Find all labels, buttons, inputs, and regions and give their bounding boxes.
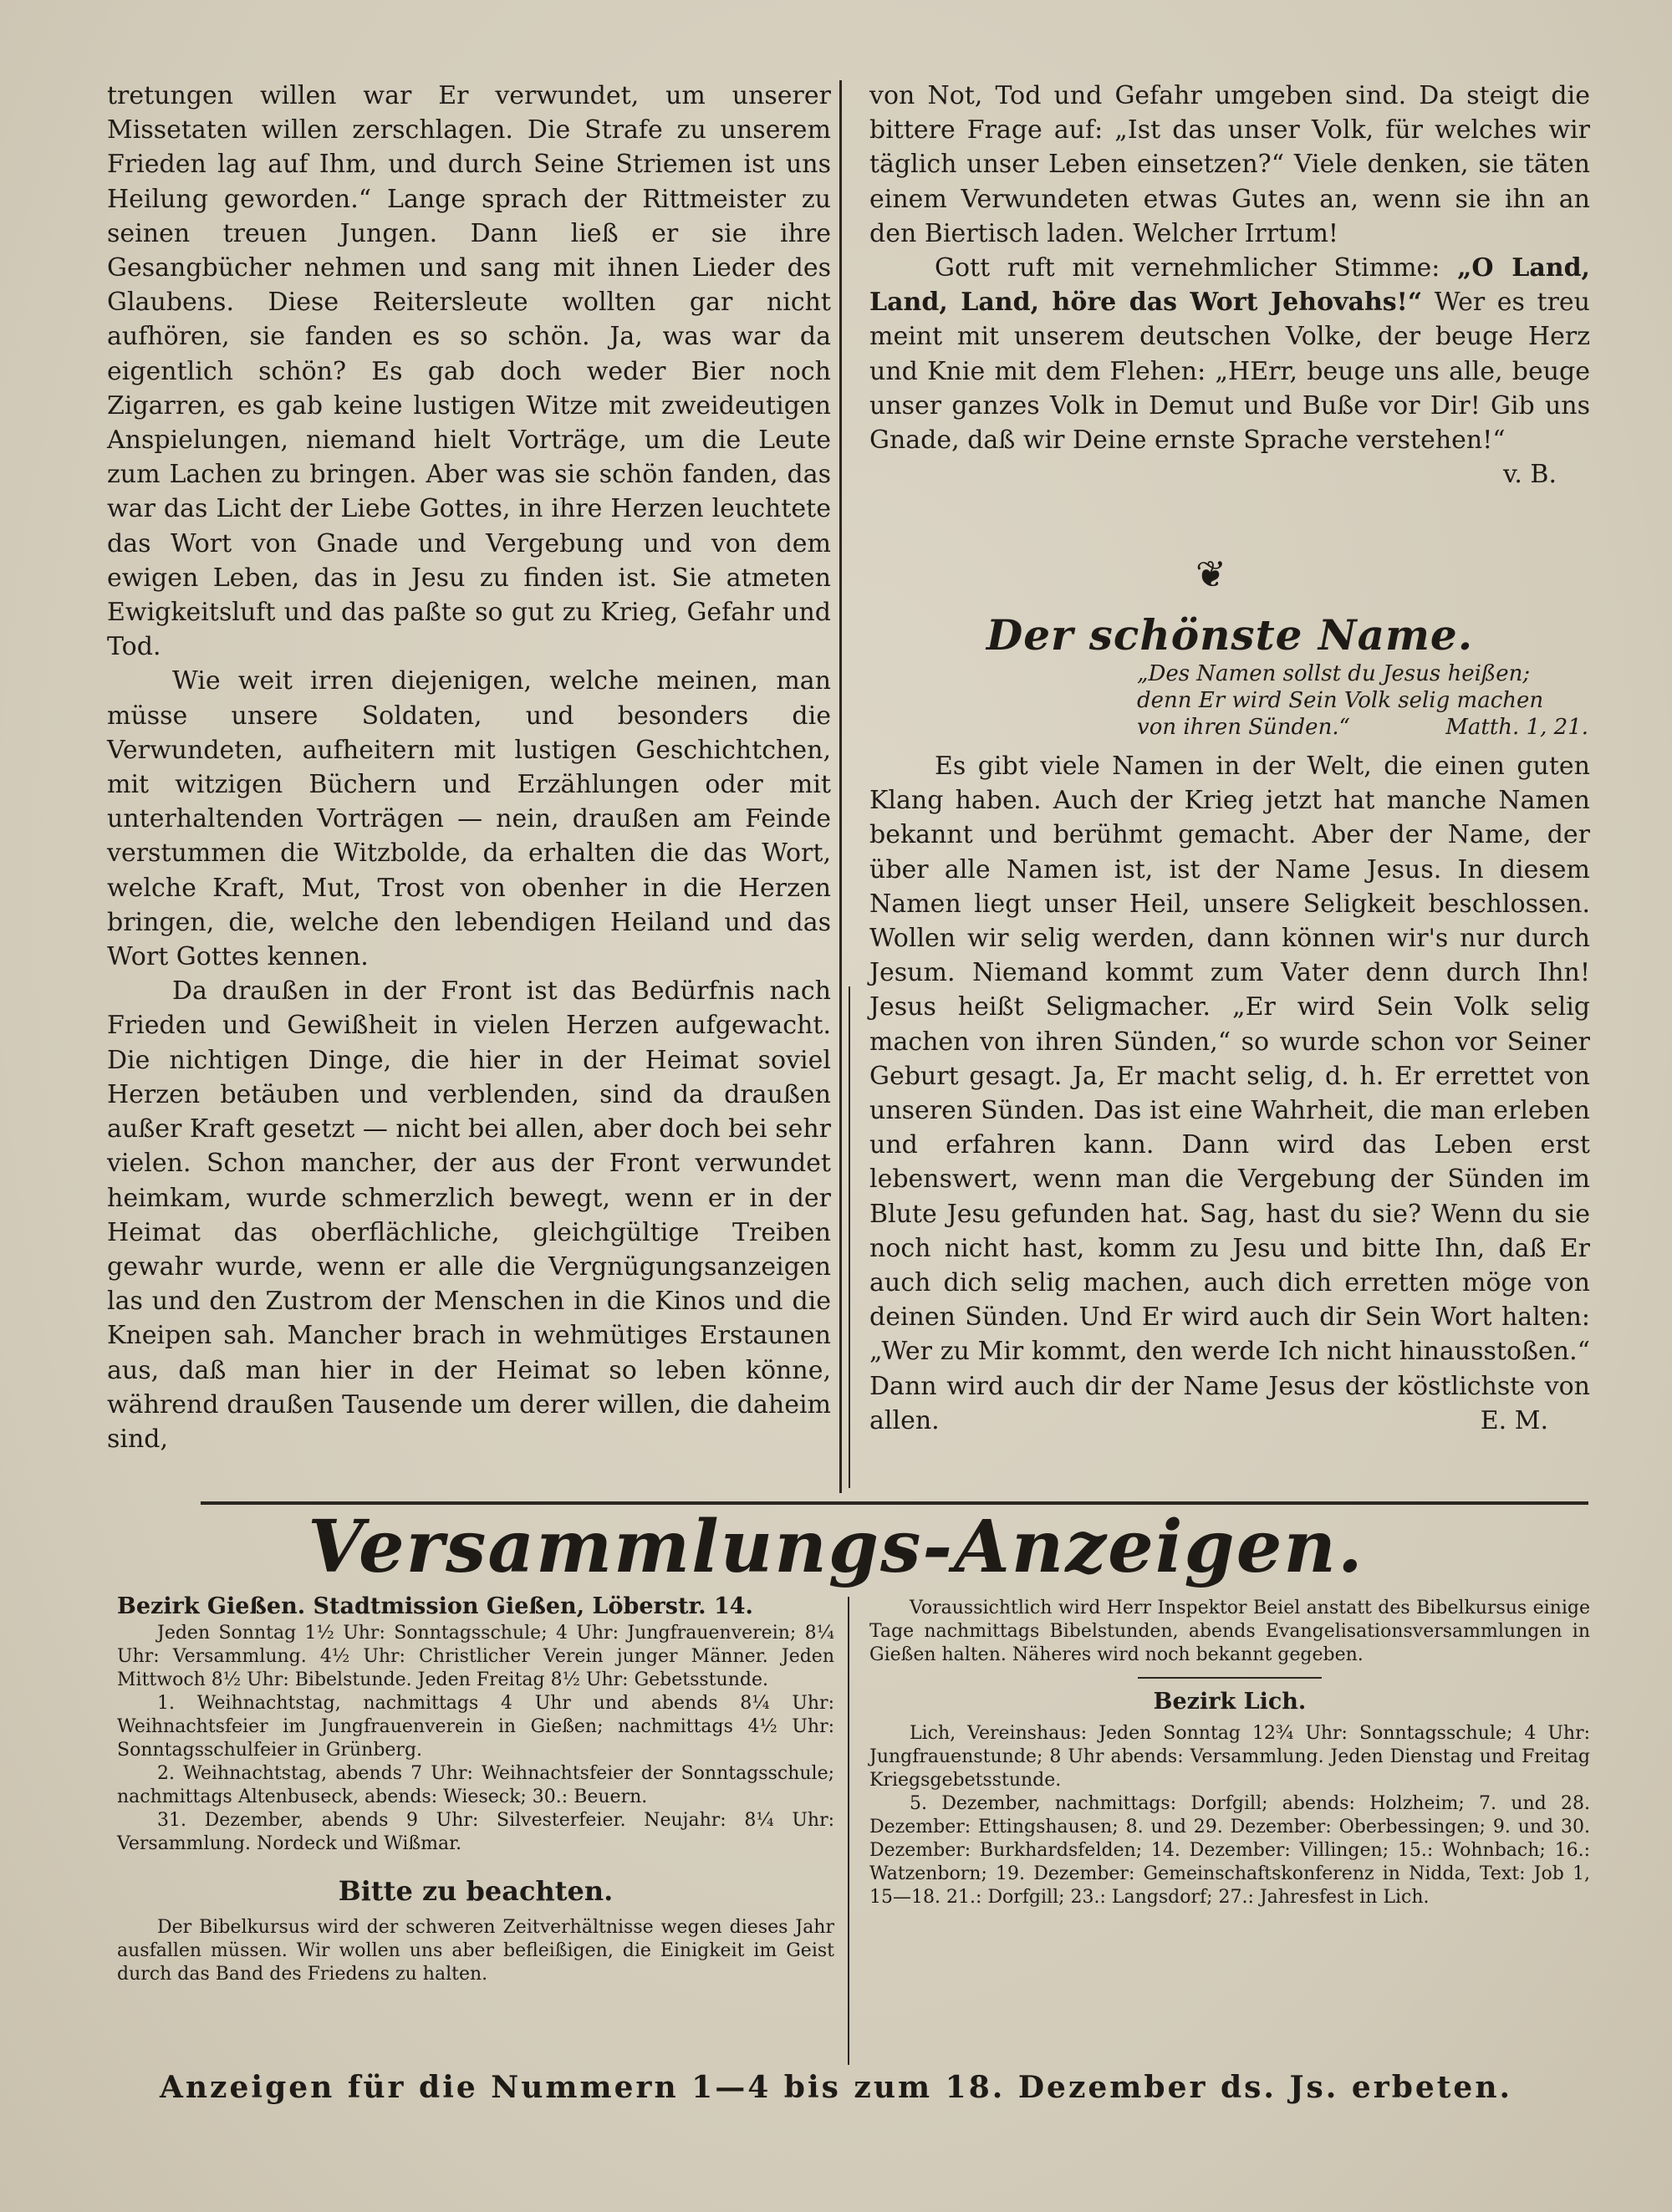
announcements-left-column <box>117 1595 834 1986</box>
announcements-right-column <box>869 1597 1590 1909</box>
article-body-text <box>869 749 1590 1438</box>
right-column <box>869 79 1590 492</box>
lich-paragraph-1: Lich, Vereinshaus: Jeden Sonntag 12¾ Uhr: Sonntagsschule; 4 Uhr: Jungfrauenstunde; 8 Uhr abends: Versammlung. Jeden Dienstag und Freitag Kriegsgebetsstunde. <box>869 1723 1590 1791</box>
motto-text: „Des Namen sollst du Jesus heißen; denn Er wird Sein Volk selig machen von ihren Sünden.“ <box>1137 661 1544 740</box>
fleuron-ornament-icon: ❦ <box>1195 553 1226 596</box>
right-paragraph-2-rest: Wer es treu meint mit unserem deutschen Volke, der beuge Herz und Knie mit dem Flehen: „HErr, beuge uns alle, beuge unser ganzes Volk in Demut und Buße vor Dir! Gib uns Gnade, daß wir Deine ernste Sprache verstehen!“ <box>869 288 1590 456</box>
right-paragraph-2-call: „O Land, Land, Land, höre das Wort Jehovahs!“ <box>869 253 1591 318</box>
announcements-divider <box>848 1597 849 2065</box>
footer-notice: Anzeigen für die Nummern 1—4 bis zum 18. Dezember ds. Js. erbeten. <box>159 2070 1513 2105</box>
motto-reference: Matth. 1, 21. <box>1445 715 1588 740</box>
left-column <box>107 79 831 1456</box>
bitte-heading: Bitte zu beachten. <box>338 1875 614 1907</box>
left-paragraph-1: tretungen willen war Er verwundet, um unserer Missetaten willen zerschlagen. Die Strafe zu unserem Frieden lag auf Ihm, und durch Seine Striemen ist uns Heilung geworden.“ Lange sprach der Rittmeister zu seinen treuen Jungen. Dann ließ er sie ihre Gesangbücher nehmen und sang mit ihnen Lieder des Glaubens. Diese Reitersleute wollten gar nicht aufhören, sie fanden es so schön. Ja, was war da eigentlich schön? Es gab doch weder Bier noch Zigarren, es gab keine lustigen Witze mit zweideutigen Anspielungen, niemand hielt Vorträge, um die Leute zum Lachen zu bringen. Aber was sie schön fanden, das war das Licht der Liebe Gottes, in ihre Herzen leuchtete das Wort von Gnade und Vergebung und von dem ewigen Leben, das in Jesu zu finden ist. Sie atmeten Ewigkeitsluft und das paßte so gut zu Krieg, Gefahr und Tod. <box>107 81 831 662</box>
column-divider <box>839 80 842 1493</box>
giessen-paragraph-4: 31. Dezember, abends 9 Uhr: Silvesterfeier. Neujahr: 8¼ Uhr: Versammlung. Nordeck und Wißmar. <box>117 1810 834 1854</box>
giessen-paragraph-2: 1. Weihnachtstag, nachmittags 4 Uhr und abends 8¼ Uhr: Weihnachtsfeier im Jungfrauenverein in Gießen; nachmittags 4½ Uhr: Sonntagsschulfeier in Grünberg. <box>117 1693 834 1761</box>
article-motto <box>1137 660 1588 741</box>
announcements-title: Versammlungs-Anzeigen. <box>308 1505 1364 1589</box>
column-divider-secondary <box>849 986 850 1488</box>
lich-heading: Bezirk Lich. <box>1153 1689 1307 1715</box>
article-body-paragraph: Es gibt viele Namen in der Welt, die einen guten Klang haben. Auch der Krieg jetzt hat manche Namen bekannt und berühmt gemacht. Aber der Name, der über alle Namen ist, ist der Name Jesus. In diesem Namen liegt unser Heil, unsere Seligkeit beschlossen. Wollen wir selig werden, dann können wir's nur durch Jesum. Niemand kommt zum Vater denn durch Ihn! Jesus heißt Seligmacher. „Er wird Sein Volk selig machen von ihren Sünden,“ so wurde schon vor Seiner Geburt gesagt. Ja, Er macht selig, d. h. Er errettet von unseren Sünden. Das ist eine Wahrheit, die man erleben und erfahren kann. Dann wird das Leben erst lebenswert, wenn man die Vergebung der Sünden im Blute Jesu gefunden hat. Sag, hast du sie? Wenn du sie noch nicht hast, komm zu Jesu und bitte Ihn, daß Er auch dich selig machen, auch dich erretten möge von deinen Sünden. Und Er wird auch dir Sein Wort halten: „Wer zu Mir kommt, den werde Ich nicht hinausstoßen.“ Dann wird auch dir der Name Jesus der köstlichste von allen. <box>869 752 1590 1435</box>
article-signature: E. M. <box>1480 1405 1548 1435</box>
short-rule <box>1138 1677 1322 1679</box>
right-paragraph-2-start: Gott ruft mit vernehmlicher Stimme: <box>935 253 1440 283</box>
right-paragraph-1: von Not, Tod und Gefahr umgeben sind. Da steigt die bittere Frage auf: „Ist das unser Volk, für welches wir täglich unser Leben einsetzen?“ Viele denken, sie täten einem Verwundeten etwas Gutes an, wenn sie ihn an den Biertisch laden. Welcher Irrtum! <box>869 81 1590 248</box>
article-title: Der schönste Name. <box>986 610 1474 660</box>
right-paragraph-2-signature: v. B. <box>1502 460 1557 490</box>
lich-paragraph-2: 5. Dezember, nachmittags: Dorfgill; abends: Holzheim; 7. und 28. Dezember: Ettingshausen; 8. und 29. Dezember: Oberbessingen; 9. und 30. Dezember: Burkhardsfelden; 14. Dezember: Villingen; 15.: Wohnbach; 16.: Watzenborn; 19. Dezember: Gemeinschaftskonferenz in Nidda, Text: Job 1, 15—18. 21.: Dorfgill; 23.: Langsdorf; 27.: Jahresfest in Lich. <box>869 1793 1590 1908</box>
right-paragraph-2 <box>869 251 1591 490</box>
giessen-paragraph-3: 2. Weihnachtstag, abends 7 Uhr: Weihnachtsfeier der Sonntagsschule; nachmittags Altenbuseck, abends: Wieseck; 30.: Beuern. <box>117 1763 834 1807</box>
giessen-paragraph-1: Jeden Sonntag 1½ Uhr: Sonntagsschule; 4 Uhr: Jungfrauenverein; 8¼ Uhr: Versammlung. 4½ Uhr: Christlicher Verein junger Männer. Jeden Mittwoch 8½ Uhr: Bibelstunde. Jeden Freitag 8½ Uhr: Gebetsstunde. <box>117 1623 834 1690</box>
article-body <box>869 749 1590 1438</box>
right-intro: Voraussichtlich wird Herr Inspektor Beiel anstatt des Bibelkursus einige Tage nachmittags Bibelstunden, abends Evangelisationsversammlungen in Gießen halten. Näheres wird noch bekannt gegeben. <box>869 1598 1590 1665</box>
giessen-heading: Bezirk Gießen. Stadtmission Gießen, Löberstr. 14. <box>117 1593 753 1619</box>
left-paragraph-2: Wie weit irren diejenigen, welche meinen, man müsse unsere Soldaten, und besonders die Verwundeten, aufheitern mit lustigen Geschichtchen, mit witzigen Büchern und Erzählungen oder mit unterhaltenden Vorträgen — nein, draußen am Feinde verstummen die Witzbolde, da erhalten die das Wort, welche Kraft, Mut, Trost von obenher in die Herzen bringen, die, welche den lebendigen Heiland und das Wort Gottes kennen. <box>107 666 831 972</box>
left-paragraph-3: Da draußen in der Front ist das Bedürfnis nach Frieden und Gewißheit in vielen Herzen aufgewacht. Die nichtigen Dinge, die hier in der Heimat soviel Herzen betäuben und verblenden, sind da draußen außer Kraft gesetzt — nicht bei allen, aber doch bei sehr vielen. Schon mancher, der aus der Front verwundet heimkam, wurde schmerzlich bewegt, wenn er in der Heimat das oberflächliche, gleichgültige Treiben gewahr wurde, wenn er alle die Vergnügungsanzeigen las und den Zustrom der Menschen in die Kinos und die Kneipen sah. Mancher brach in wehmütiges Erstaunen aus, daß man hier in der Heimat so leben könne, während draußen Tausende um derer willen, die daheim sind, <box>107 976 831 1454</box>
bitte-text: Der Bibelkursus wird der schweren Zeitverhältnisse wegen dieses Jahr ausfallen müssen. Wir wollen uns aber befleißigen, die Einigkeit im Geist durch das Band des Friedens zu halten. <box>117 1917 834 1985</box>
